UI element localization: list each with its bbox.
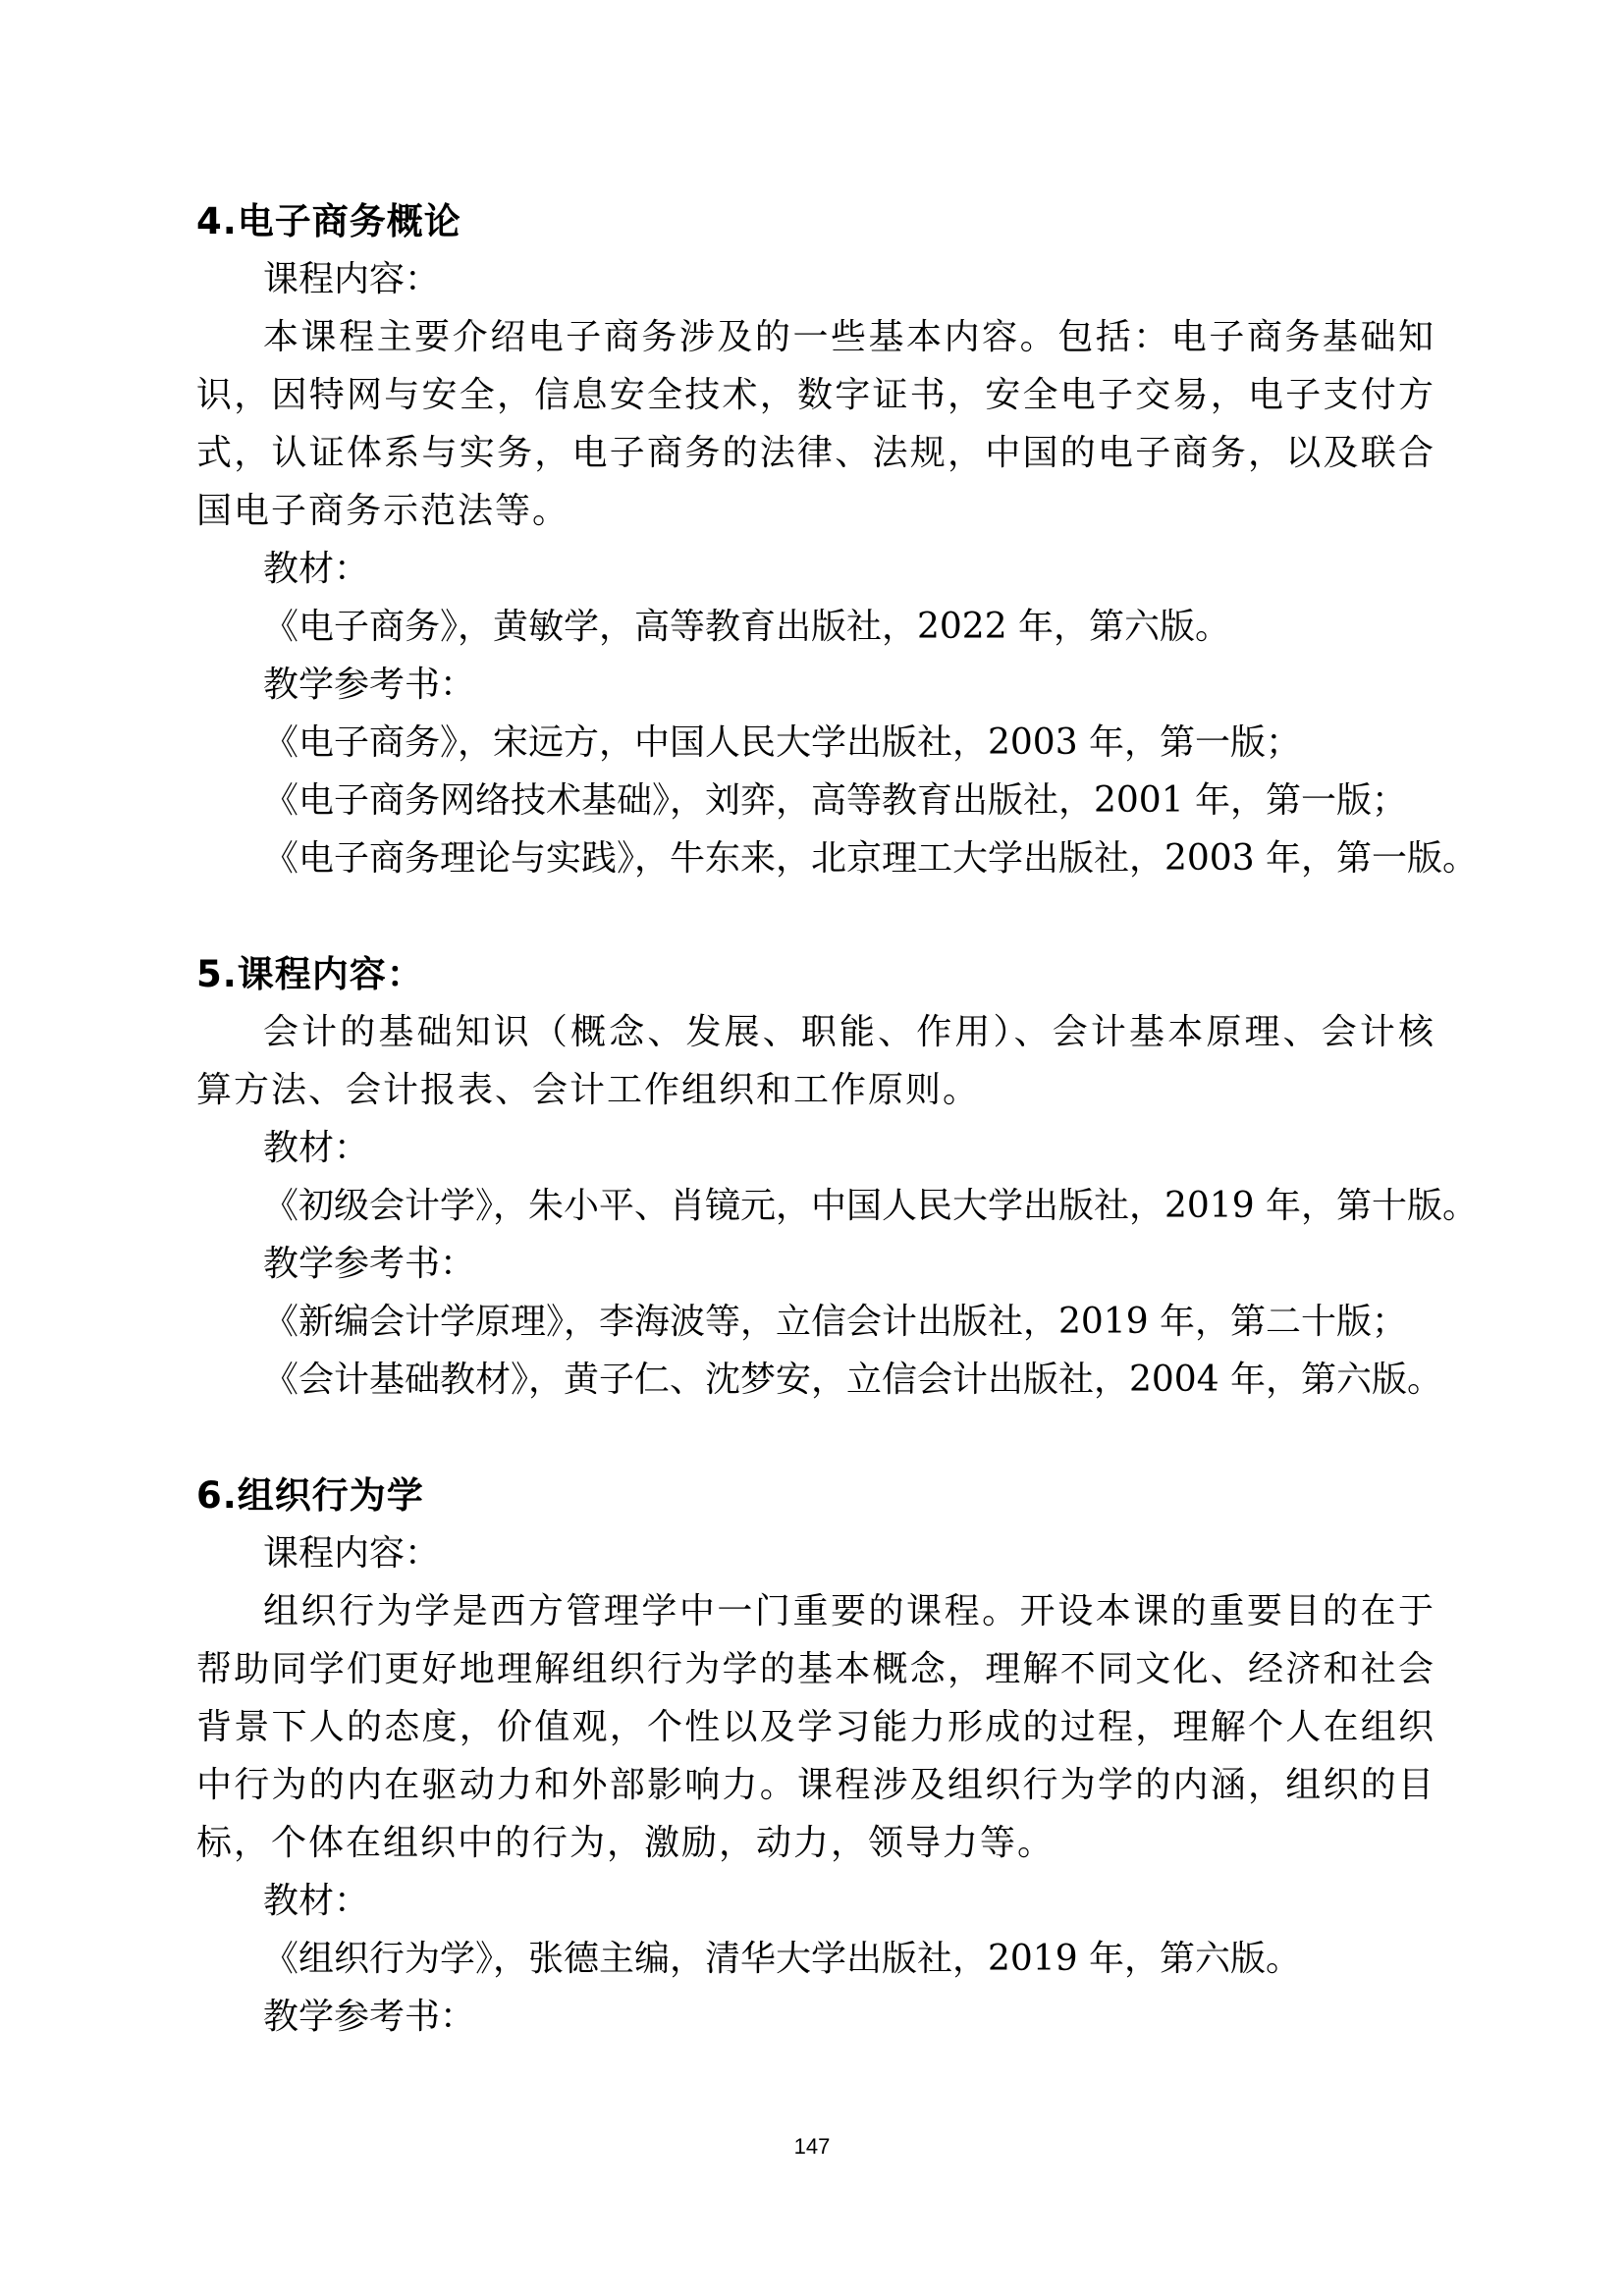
page-number: 147 [793, 2134, 831, 2159]
reference-entry: 《电子商务理论与实践》，牛东来，北京理工大学出版社，2003 年，第一版。 [263, 838, 1479, 879]
textbook-entry: 《初级会计学》，朱小平、肖镜元，中国人民大学出版社，2019 年，第十版。 [263, 1186, 1479, 1226]
textbook-label: 教材： [263, 549, 370, 589]
section-organizational-behavior [196, 1467, 1435, 2046]
reference-label: 教学参考书： [263, 665, 476, 705]
course-description: 会计的基础知识（概念、发展、职能、作用）、会计基本原理、会计核算方法、会计报表、会计工作组织和工作原则。 [196, 1012, 1435, 1110]
section-accounting [196, 945, 1479, 1409]
reference-entry: 《电子商务》，宋远方，中国人民大学出版社，2003 年，第一版； [263, 722, 1302, 763]
textbook-label: 教材： [263, 1881, 370, 1921]
section-heading: 5.课程内容： [196, 953, 424, 995]
course-description: 组织行为学是西方管理学中一门重要的课程。开设本课的重要目的在于帮助同学们更好地理解组织行为学的基本概念，理解不同文化、经济和社会背景下人的态度，价值观，个性以及学习能力形成的过程，理解个人在组织中行为的内在驱动力和外部影响力。课程涉及组织行为学的内涵，组织的目标，个体在组织中的行为，激励，动力，领导力等。 [196, 1591, 1435, 1863]
section-heading: 6.组织行为学 [196, 1474, 424, 1517]
reference-entry: 《新编会计学原理》，李海波等，立信会计出版社，2019 年，第二十版； [263, 1302, 1408, 1342]
textbook-label: 教材： [263, 1128, 370, 1168]
reference-label: 教学参考书： [263, 1244, 476, 1284]
document-page [196, 192, 1479, 2046]
content-label: 课程内容： [263, 1533, 441, 1574]
textbook-entry: 《电子商务》，黄敏学，高等教育出版社，2022 年，第六版。 [263, 607, 1231, 647]
reference-entry: 《会计基础教材》，黄子仁、沈梦安，立信会计出版社，2004 年，第六版。 [263, 1360, 1443, 1400]
section-ecommerce [196, 192, 1479, 887]
textbook-entry: 《组织行为学》，张德主编，清华大学出版社，2019 年，第六版。 [263, 1939, 1302, 1979]
course-description: 本课程主要介绍电子商务涉及的一些基本内容。包括：电子商务基础知识，因特网与安全，信息安全技术，数字证书，安全电子交易，电子支付方式，认证体系与实务，电子商务的法律、法规，中国的电子商务，以及联合国电子商务示范法等。 [196, 317, 1435, 531]
content-label: 课程内容： [263, 259, 441, 299]
section-heading: 4.电子商务概论 [196, 200, 461, 242]
reference-entry: 《电子商务网络技术基础》，刘弈，高等教育出版社，2001 年，第一版； [263, 780, 1408, 821]
reference-label: 教学参考书： [263, 1997, 476, 2037]
